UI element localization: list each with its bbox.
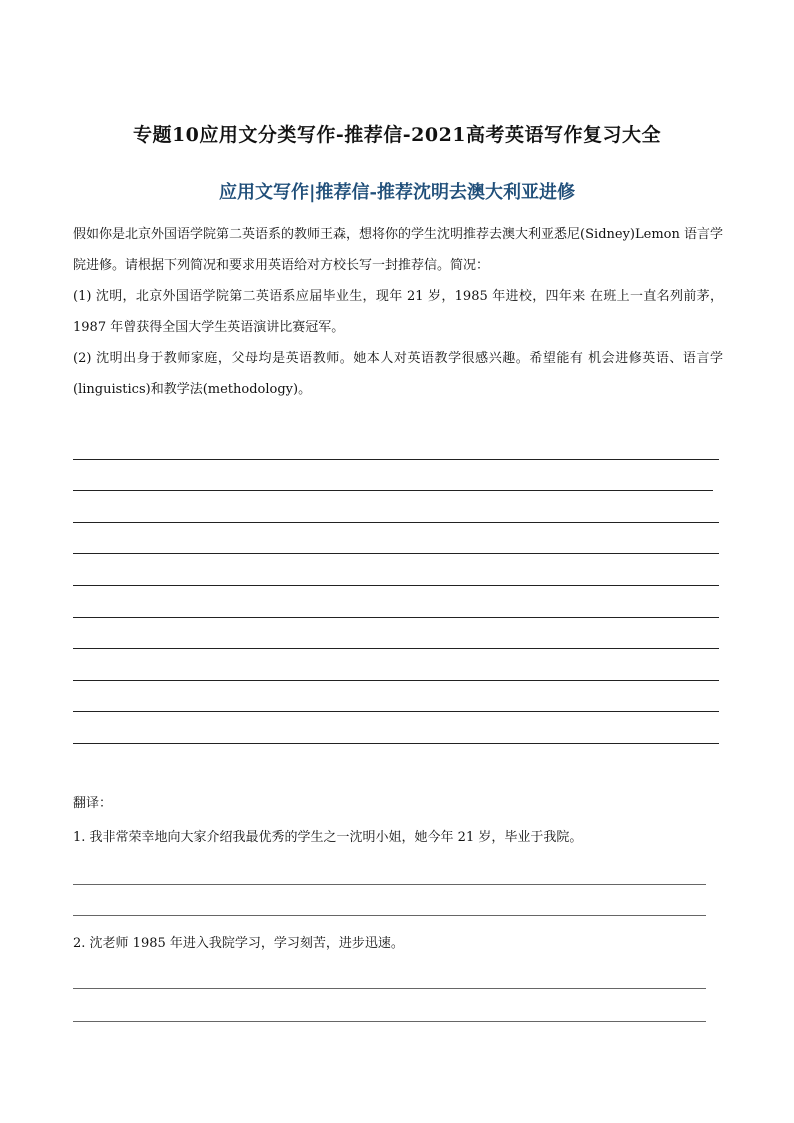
- task-item-1: (1) 沈明，北京外国语学院第二英语系应届毕业生，现年 21 岁，1985 年进校，四年来 在班上一直名列前茅，1987 年曾获得全国大学生英语演讲比赛冠军。: [73, 289, 723, 335]
- writing-line[interactable]: [73, 711, 719, 744]
- writing-area[interactable]: [73, 428, 719, 744]
- task-item-2: (2) 沈明出身于教师家庭，父母均是英语教师。她本人对英语教学很感兴趣。希望能有 机会进修英语、语言学(linguistics)和教学法(methodology)。: [73, 351, 723, 397]
- writing-line[interactable]: [73, 617, 719, 650]
- task-intro: 假如你是北京外国语学院第二英语系的教师王森，想将你的学生沈明推荐去澳大利亚悉尼(Sidney)Lemon 语言学院进修。请根据下列简况和要求用英语给对方校长写一封推荐信。简况：: [73, 227, 723, 273]
- translation-label: 翻译：: [73, 796, 113, 811]
- writing-line[interactable]: [73, 459, 713, 492]
- answer-line[interactable]: [73, 1021, 706, 1022]
- writing-line[interactable]: [73, 585, 719, 618]
- writing-line[interactable]: [73, 680, 719, 713]
- writing-line[interactable]: [73, 648, 719, 681]
- translation-sentence-2: 2. 沈老师 1985 年进入我院学习，学习刻苦，进步迅速。: [73, 936, 404, 951]
- answer-line[interactable]: [73, 988, 706, 989]
- document-subtitle: 应用文写作|推荐信-推荐沈明去澳大利亚进修: [218, 182, 576, 203]
- answer-line[interactable]: [73, 915, 706, 916]
- answer-line[interactable]: [73, 884, 706, 885]
- writing-line[interactable]: [73, 522, 719, 555]
- writing-line[interactable]: [73, 427, 719, 460]
- writing-line[interactable]: [73, 553, 719, 586]
- translation-sentence-1: 1. 我非常荣幸地向大家介绍我最优秀的学生之一沈明小姐，她今年 21 岁，毕业于我院。: [73, 830, 583, 845]
- writing-line[interactable]: [73, 490, 719, 523]
- document-title: 专题10应用文分类写作-推荐信-2021高考英语写作复习大全: [132, 124, 662, 146]
